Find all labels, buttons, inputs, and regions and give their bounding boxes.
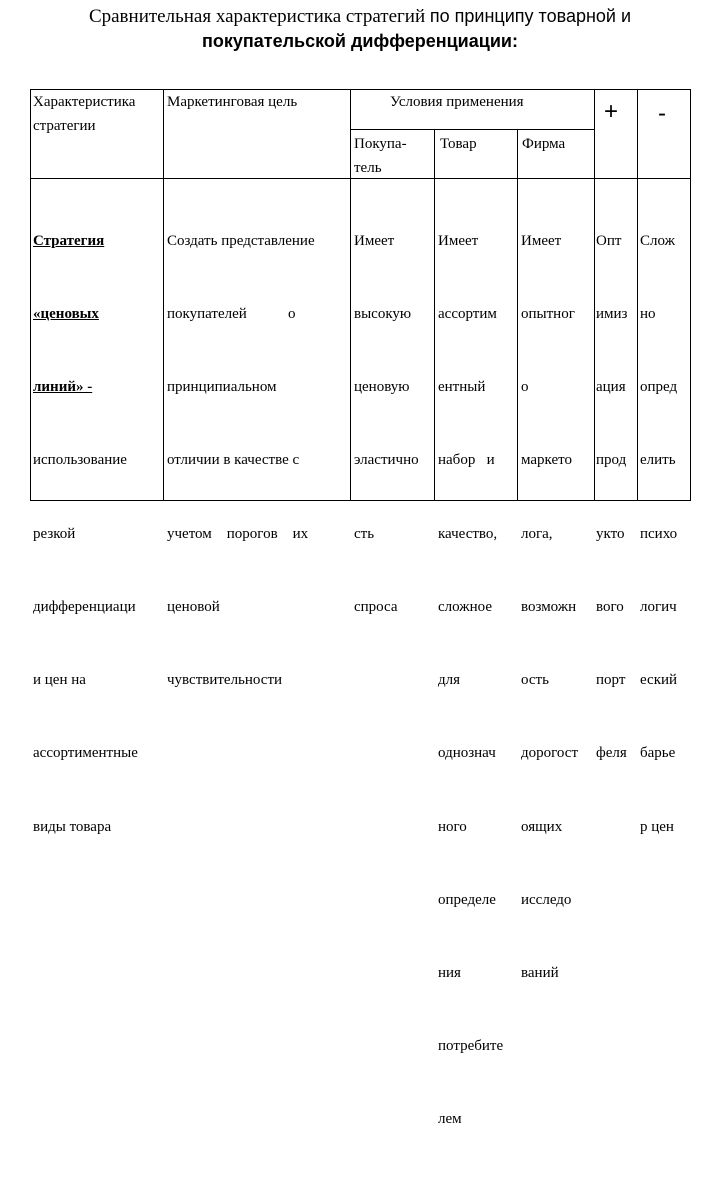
header-minus: - bbox=[658, 100, 666, 127]
cell-product: Имеет ассортим ентный набор и качество, сложное для однознач ного определе ния потребите лем bbox=[438, 232, 504, 1128]
page-title bbox=[0, 4, 720, 54]
col-border-4 bbox=[517, 129, 518, 501]
header-strategy: Характеристика стратегии bbox=[33, 94, 136, 135]
col-border-6 bbox=[637, 89, 638, 501]
cell-strategy: Стратегия «ценовых линий» - использование резкой дифференциаци и цен на ассортиментные виды товара bbox=[33, 232, 138, 835]
title-line1-sans: по принципу товарной и bbox=[429, 6, 632, 26]
header-goal: Маркетинговая цель bbox=[167, 94, 298, 110]
col-border-2 bbox=[350, 89, 351, 501]
col-border-7 bbox=[690, 89, 691, 501]
header-buyer: Покупа- тель bbox=[354, 136, 407, 177]
col-border-1 bbox=[163, 89, 164, 501]
header-firm: Фирма bbox=[522, 136, 566, 152]
title-line1-serif: Сравнительная характеристика стратегий bbox=[88, 6, 426, 27]
cell-plus: Опт имиз ация прод укто вого порт феля bbox=[596, 232, 628, 762]
cell-minus: Слож но опред елить психо логич еский барье р цен bbox=[640, 232, 678, 835]
cell-buyer: Имеет высокую ценовую эластично сть спроса bbox=[354, 232, 419, 615]
cell-firm: Имеет опытног о маркето лога, возможн ость дорогост оящих исследо ваний bbox=[521, 232, 578, 981]
header-plus: + bbox=[604, 98, 619, 125]
col-border-5 bbox=[594, 89, 595, 501]
title-line2: покупательской дифференциации: bbox=[202, 31, 518, 51]
col-border-3 bbox=[434, 129, 435, 501]
col-border-0 bbox=[30, 89, 31, 501]
cell-goal: Создать представление покупателей о принципиальном отличии в качестве с учетом порогов их ценовой чувствительности bbox=[167, 232, 315, 689]
header-product: Товар bbox=[440, 136, 477, 152]
subheader-border bbox=[350, 129, 594, 130]
header-conditions: Условия применения bbox=[390, 94, 524, 110]
